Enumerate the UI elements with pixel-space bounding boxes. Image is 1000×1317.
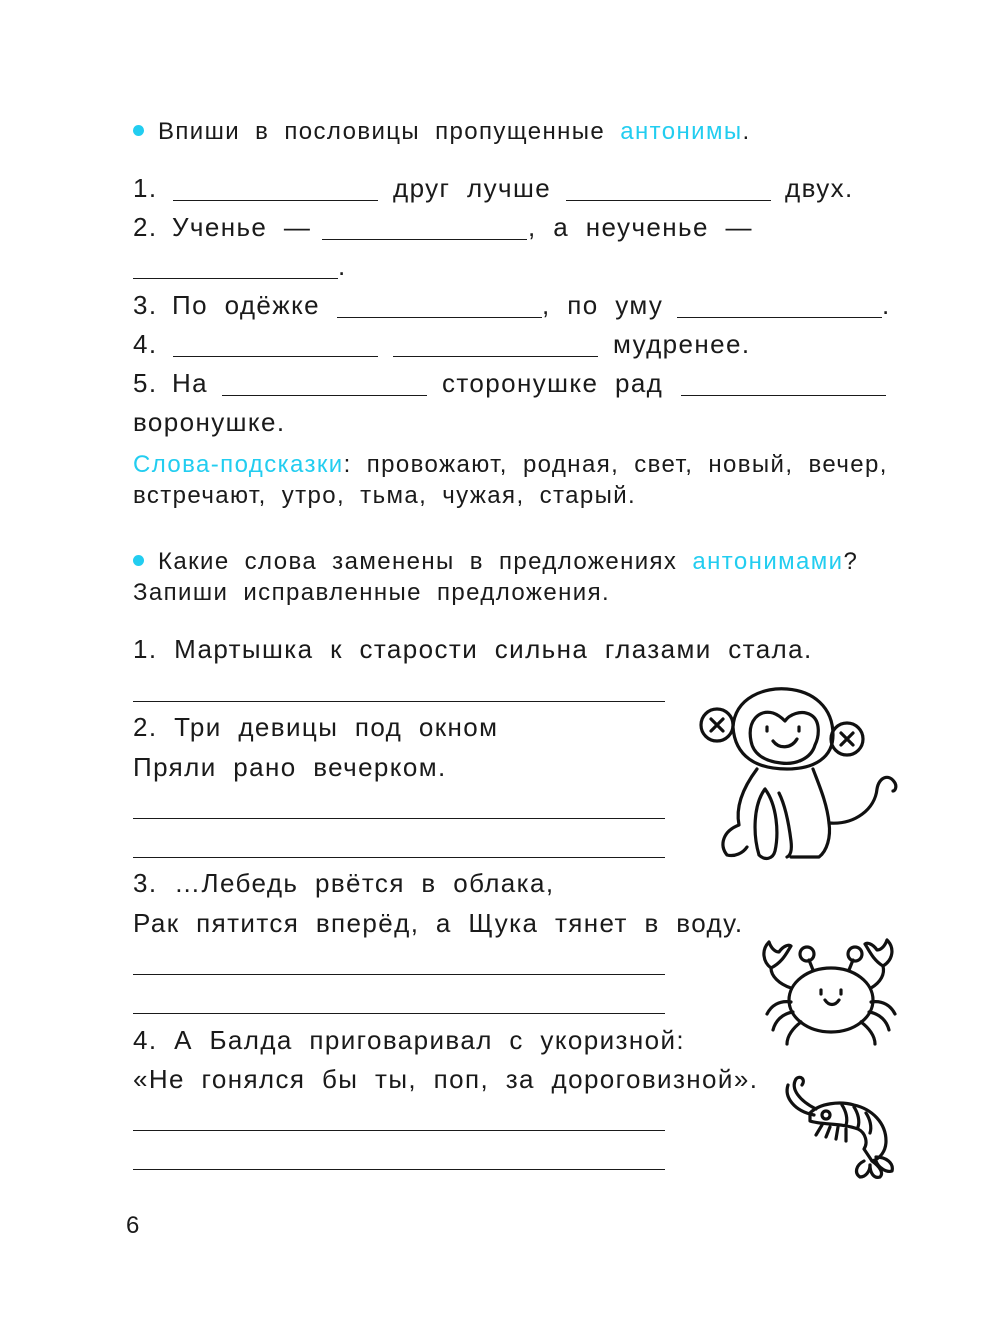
fill-blank[interactable] <box>566 200 771 201</box>
fill-blank[interactable] <box>393 356 598 357</box>
fill-blank[interactable] <box>337 317 542 318</box>
item4-text: мудренее. <box>613 329 751 359</box>
item3-number: 3. <box>133 290 158 320</box>
item2-text: Ученье — <box>172 212 312 242</box>
sentence-4-line-1: 4. А Балда приговаривал с укоризной: <box>133 1025 686 1055</box>
item1-text: друг лучше <box>393 173 552 203</box>
item5-text-end: воронушке. <box>133 407 286 437</box>
fill-blank[interactable] <box>681 395 886 396</box>
item3-text-end: . <box>882 290 891 320</box>
answer-line[interactable] <box>133 818 665 819</box>
sentence-2-line-2: Пряли рано вечерком. <box>133 752 447 782</box>
term-antonyms: антонимами <box>692 548 844 575</box>
answer-line[interactable] <box>133 1013 665 1014</box>
sentence-2-line-1: 2. Три девицы под окном <box>133 712 499 742</box>
sentence-4-line-2: «Не гонялся бы ты, поп, за дороговизной». <box>133 1064 759 1094</box>
task2-instruction-line2: Запиши исправленные предложения. <box>133 579 611 606</box>
sentence-3-line-1: 3. …Лебедь рвётся в облака, <box>133 868 555 898</box>
page-number: 6 <box>126 1212 140 1239</box>
item2-text-end: . <box>338 251 347 281</box>
answer-line[interactable] <box>133 701 665 702</box>
item2-text-mid: , а неученье — <box>528 212 753 242</box>
item5-text-mid: сторонушке рад <box>442 368 664 398</box>
item4-number: 4. <box>133 329 158 359</box>
task2-instruction: Какие слова заменены в предложениях антонимами? <box>133 548 858 576</box>
answer-line[interactable] <box>133 974 665 975</box>
term-antonyms: антонимы <box>620 118 743 145</box>
answer-line[interactable] <box>133 1169 665 1170</box>
bullet-icon <box>133 125 144 136</box>
bullet-icon <box>133 555 144 566</box>
item5-text: На <box>172 368 209 398</box>
item1-text-end: двух. <box>785 173 854 203</box>
item2-number: 2. <box>133 212 158 242</box>
shrimp-icon <box>780 1073 900 1178</box>
task1-instruction: Впиши в пословицы пропущенные антонимы. <box>133 118 751 146</box>
item3-text-mid: , по уму <box>542 290 664 320</box>
fill-blank[interactable] <box>173 200 378 201</box>
fill-blank[interactable] <box>133 278 338 279</box>
fill-blank[interactable] <box>173 356 378 357</box>
sentence-3-line-2: Рак пятится вперёд, а Щука тянет в воду. <box>133 908 744 938</box>
answer-line[interactable] <box>133 857 665 858</box>
fill-blank[interactable] <box>677 317 882 318</box>
item3-text: По одёжке <box>172 290 321 320</box>
fill-blank[interactable] <box>222 395 427 396</box>
answer-line[interactable] <box>133 1130 665 1131</box>
crab-icon <box>757 928 902 1048</box>
hint-line-2: встречают, утро, тьма, чужая, старый. <box>133 482 637 509</box>
fill-blank[interactable] <box>322 239 527 240</box>
hint-label: Слова-подсказки <box>133 451 344 478</box>
item5-number: 5. <box>133 368 158 398</box>
monkey-icon <box>695 685 900 865</box>
hint-line-1: Слова-подсказки: провожают, родная, свет, новый, вечер, <box>133 451 888 478</box>
sentence-1: 1. Мартышка к старости сильна глазами стала. <box>133 634 813 664</box>
item1-number: 1. <box>133 173 158 203</box>
